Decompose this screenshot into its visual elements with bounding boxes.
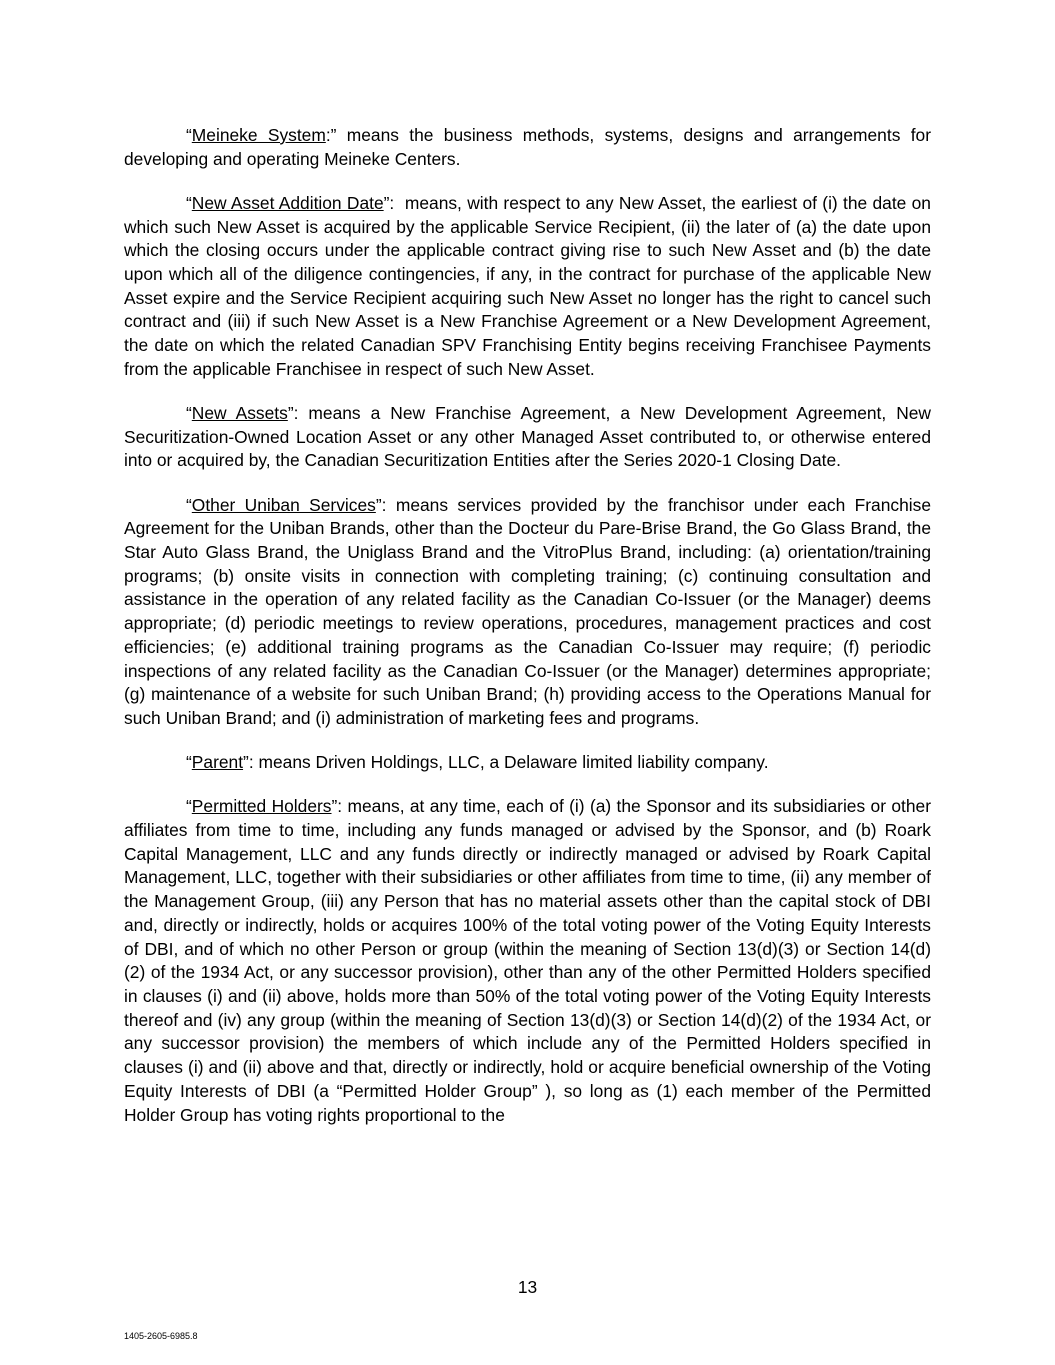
document-id: 1405-2605-6985.8 — [124, 1331, 198, 1341]
open-quote: “ — [186, 403, 192, 424]
definition-meineke-system — [124, 124, 931, 171]
open-quote: “ — [186, 125, 192, 145]
close-quote: ”: — [331, 796, 343, 817]
definition-text: means Driven Holdings, LLC, a Delaware limited liability company. — [253, 752, 769, 773]
close-quote: ”: — [243, 752, 254, 773]
definition-text: means services provided by the franchisor under each Franchise Agreement for the Uniban Brands, other than the Docteur du Pare-Brise Brand, the Go Glass Brand, the Star Auto Glass Brand, the Uniglass Brand and the VitroPlus Brand, including: (a) orientation/training programs; (b) onsite visits in connection with completing training; (c) continuing consultation and assistance in the operation of any related facility as the Canadian Co-Issuer (or the Manager) deems appropriate; (d) periodic meetings to review operations, procedures, management practices and cost efficiencies; (e) additional training programs as the Canadian Co-Issuer may require; (f) periodic inspections of any related facility as the Canadian Co-Issuer (or the Manager) determines appropriate; (g) maintenance of a website for such Uniban Brand; (h) providing access to the Operations Manual for such Uniban Brand; and (i) administration of marketing fees and programs. — [124, 494, 931, 728]
close-quote: ”: — [375, 494, 387, 515]
definition-new-asset-addition-date — [124, 192, 936, 382]
defined-term: Other Uniban Services — [191, 494, 376, 515]
page-number: 13 — [517, 1277, 538, 1297]
defined-term: New Asset Addition Date — [191, 192, 384, 213]
close-quote: ”: — [383, 192, 395, 213]
definition-new-assets — [124, 402, 931, 473]
open-quote: “ — [186, 494, 192, 515]
open-quote: “ — [186, 796, 192, 817]
definition-text: means the business methods, systems, designs and arrangements for developing and operating Meineke Centers. — [124, 125, 931, 169]
close-quote: :” — [325, 125, 337, 145]
definition-parent — [124, 751, 931, 775]
definition-text: means a New Franchise Agreement, a New Development Agreement, New Securitization-Owned Location Asset or any other Managed Asset contributed to, or otherwise entered into or acquired by, the Canadian Securitization Entities after the Series 2020-1 Closing Date. — [124, 403, 931, 471]
defined-term: New Assets — [191, 403, 288, 424]
open-quote: “ — [186, 752, 192, 773]
definition-other-uniban-services — [124, 494, 931, 731]
defined-term: Permitted Holders — [191, 796, 332, 817]
definition-text: means, at any time, each of (i) (a) the Sponsor and its subsidiaries or other affiliates from time to time, including any funds managed or advised by the Sponsor, and (b) Roark Capital Management, LLC and any funds directly or indirectly managed or advised by Roark Capital Management, LLC, together with their subsidiaries or other affiliates from time to time, (ii) any member of the Management Group, (iii) any Person that has no material assets other than the capital stock of DBI and, directly or indirectly, holds or acquires 100% of the total voting power of the Voting Equity Interests of DBI, and of which no other Person or group (within the meaning of Section 13(d)(3) or Section 14(d)(2) of the 1934 Act, or any successor provision), other than any of the other Permitted Holders specified in clauses (i) and (ii) above, holds more than 50% of the total voting power of the Voting Equity Interests thereof and (iv) any group (within the meaning of Section 13(d)(3) or Section 14(d)(2) of the 1934 Act, or any successor provision) the members of which include any of the Permitted Holders specified in clauses (i) and (ii) above and that, directly or indirectly, hold or acquire beneficial ownership of the Voting Equity Interests of DBI (a “Permitted Holder Group” ), so long as (1) each member of the Permitted Holder Group has voting rights proportional to the — [124, 796, 931, 1125]
definition-permitted-holders — [124, 795, 931, 1127]
defined-term: Parent — [191, 752, 244, 773]
close-quote: ”: — [287, 403, 299, 424]
defined-term: Meineke System — [191, 125, 326, 145]
definition-text: means, with respect to any New Asset, the earliest of (i) the date on which such New Asset is acquired by the applicable Service Recipient, (ii) the later of (a) the date upon which the closing occurs under the applicable contract giving rise to such New Asset and (b) the date upon which all of the diligence contingencies, if any, in the contract for purchase of the applicable New Asset expire and the Service Recipient acquiring such New Asset no longer has the right to cancel such contract and (iii) if such New Asset is a New Franchise Agreement or a New Development Agreement, the date on which the related Canadian SPV Franchising Entity begins receiving Franchisee Payments from the applicable Franchisee in respect of such New Asset. — [124, 192, 936, 379]
document-page — [124, 124, 936, 1148]
open-quote: “ — [186, 192, 192, 213]
